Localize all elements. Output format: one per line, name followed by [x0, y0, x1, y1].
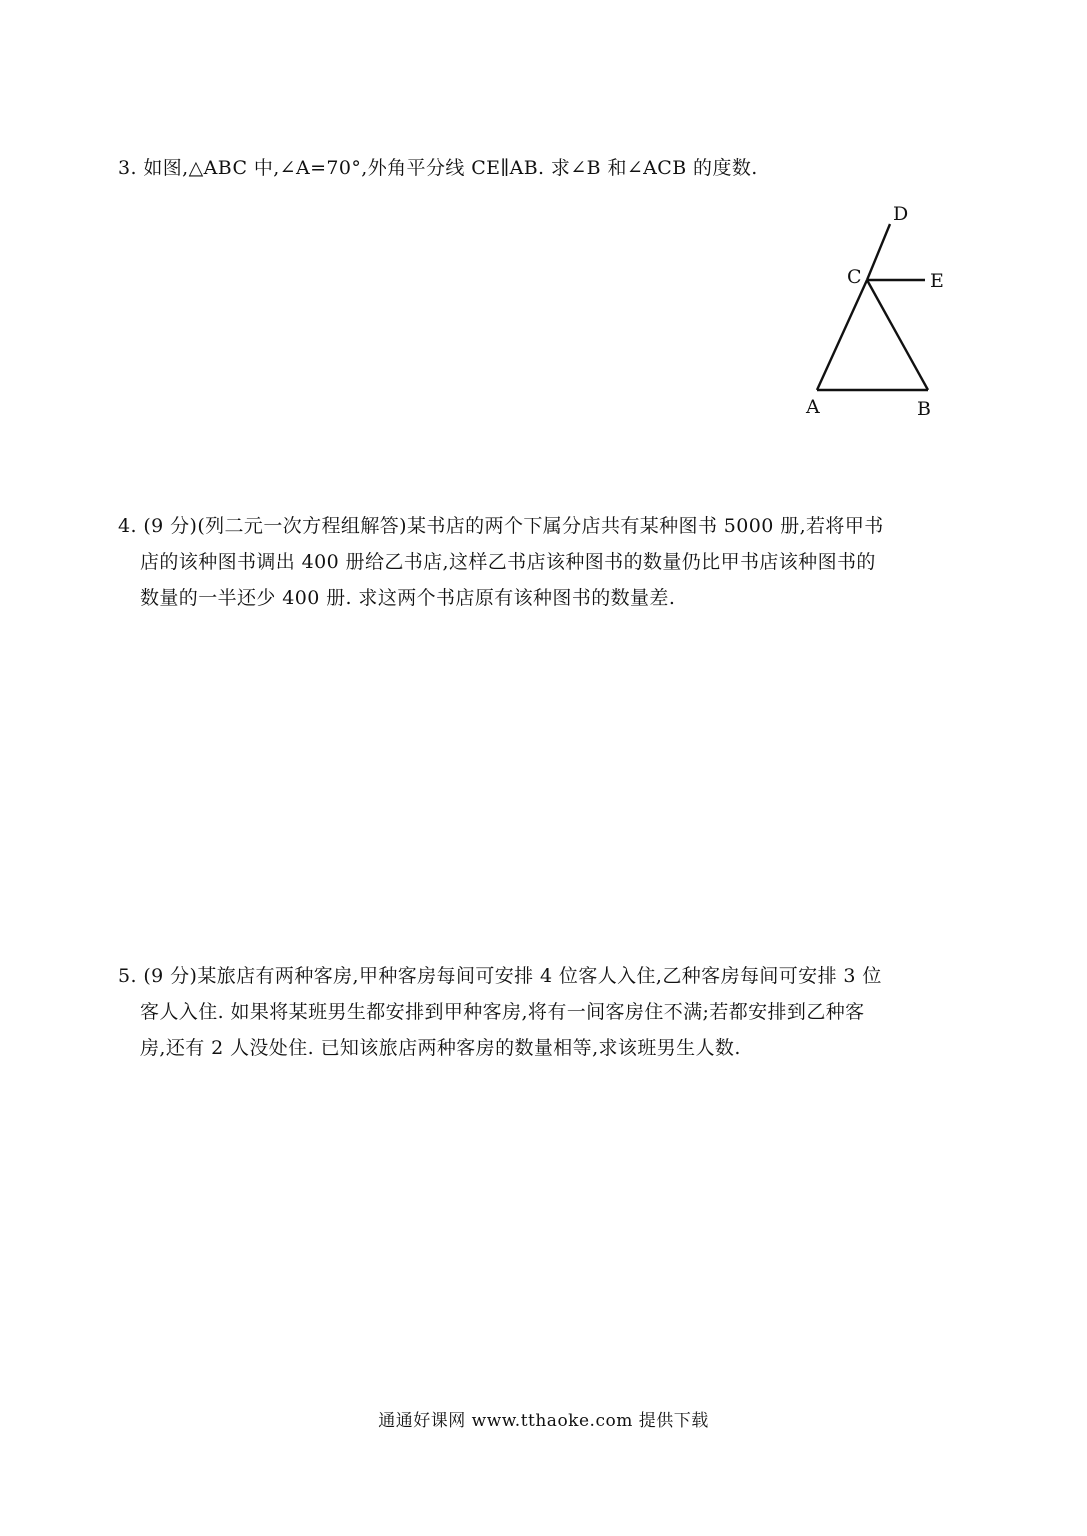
problem-5-line-2: 客人入住. 如果将某班男生都安排到甲种客房,将有一间客房住不满;若都安排到乙种客 — [140, 1001, 865, 1023]
label-b: B — [917, 398, 931, 420]
segment-bc — [867, 280, 928, 390]
problem-3 — [118, 150, 978, 186]
problem-4-line-3: 数量的一半还少 400 册. 求这两个书店原有该种图书的数量差. — [140, 587, 676, 609]
problem-5 — [118, 958, 978, 1066]
ray-cd — [867, 224, 890, 280]
problem-4 — [118, 508, 978, 616]
problem-3-line-1: 3. 如图,△ABC 中,∠A=70°,外角平分线 CE∥AB. 求∠B 和∠ACB 的度数. — [118, 157, 758, 179]
triangle-figure — [790, 195, 960, 425]
label-c: C — [847, 266, 862, 288]
label-a: A — [806, 396, 820, 418]
label-e: E — [930, 270, 944, 292]
segment-ac — [817, 280, 867, 390]
problem-5-line-3: 房,还有 2 人没处住. 已知该旅店两种客房的数量相等,求该班男生人数. — [140, 1037, 741, 1059]
problem-5-line-1: 5. (9 分)某旅店有两种客房,甲种客房每间可安排 4 位客人入住,乙种客房每间可安排 3 位 — [118, 965, 882, 987]
triangle-diagram — [790, 195, 960, 425]
problem-4-line-2: 店的该种图书调出 400 册给乙书店,这样乙书店该种图书的数量仍比甲书店该种图书的 — [140, 551, 876, 573]
page-footer: 通通好课网 www.tthaoke.com 提供下载 — [378, 1411, 709, 1431]
label-d: D — [893, 203, 909, 225]
problem-4-line-1: 4. (9 分)(列二元一次方程组解答)某书店的两个下属分店共有某种图书 5000 册,若将甲书 — [118, 515, 884, 537]
